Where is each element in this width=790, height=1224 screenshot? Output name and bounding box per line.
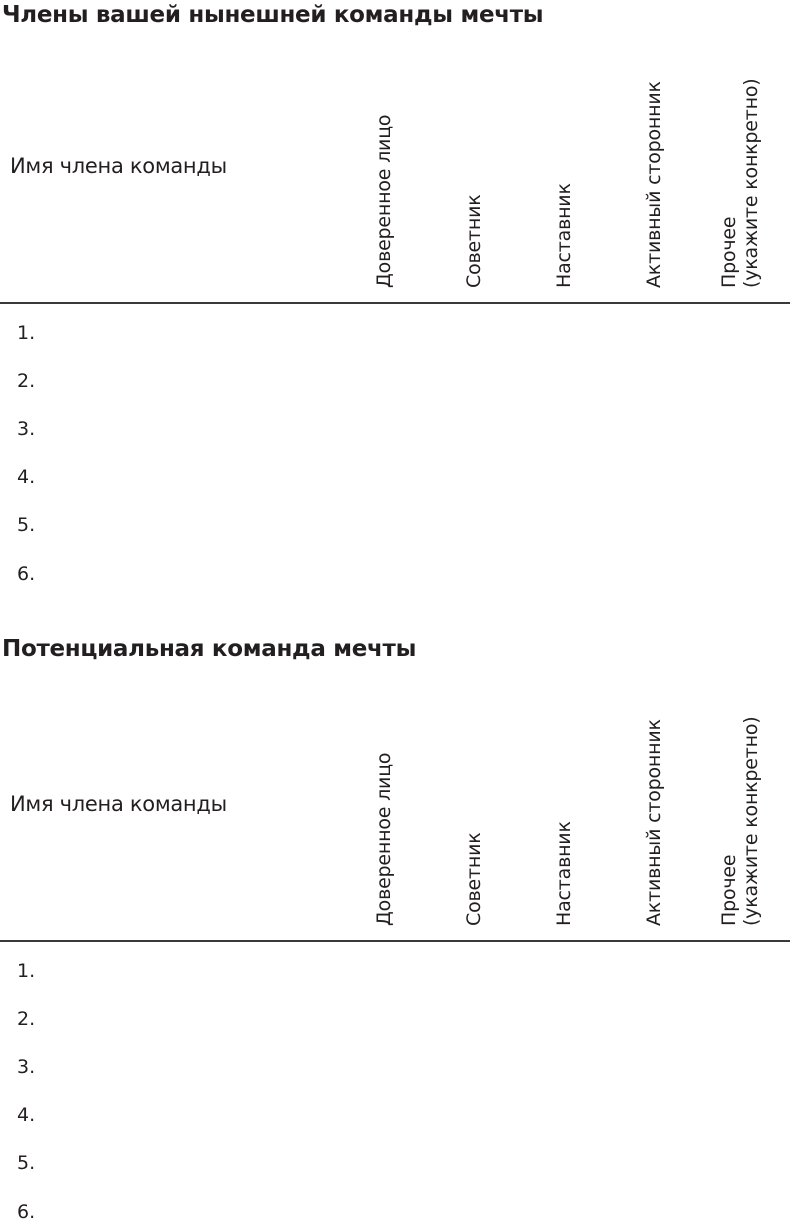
row-number: 2. — [17, 1008, 36, 1030]
name-column-header: Имя члена команды — [10, 792, 227, 816]
row-number: 6. — [17, 1201, 36, 1223]
row-number: 6. — [17, 563, 36, 585]
section-title-current-team: Члены вашей нынешней команды мечты — [2, 2, 544, 28]
column-header-mentor: Наставник — [553, 183, 575, 288]
row-number: 2. — [17, 370, 36, 392]
column-header-other-specify: (укажите конкретно) — [740, 716, 762, 926]
row-number: 5. — [17, 1152, 36, 1174]
column-header-active-supporter: Активный сторонник — [643, 719, 665, 926]
column-header-advisor: Советник — [463, 832, 485, 926]
row-number: 5. — [17, 514, 36, 536]
column-header-advisor: Советник — [463, 194, 485, 288]
row-number: 4. — [17, 466, 36, 488]
name-column-header: Имя члена команды — [10, 154, 227, 178]
column-header-mentor: Наставник — [553, 821, 575, 926]
row-number: 4. — [17, 1104, 36, 1126]
header-divider — [0, 302, 790, 304]
column-header-other-specify: (укажите конкретно) — [740, 78, 762, 288]
column-header-other: Прочее — [718, 854, 740, 926]
column-header-trusted-person: Доверенное лицо — [373, 114, 395, 288]
column-header-other: Прочее — [718, 216, 740, 288]
row-number: 1. — [17, 322, 36, 344]
column-header-active-supporter: Активный сторонник — [643, 81, 665, 288]
header-divider — [0, 940, 790, 942]
row-number: 1. — [17, 960, 36, 982]
row-number: 3. — [17, 1056, 36, 1078]
row-number: 3. — [17, 418, 36, 440]
section-title-potential-team: Потенциальная команда мечты — [2, 636, 417, 662]
column-header-trusted-person: Доверенное лицо — [373, 752, 395, 926]
